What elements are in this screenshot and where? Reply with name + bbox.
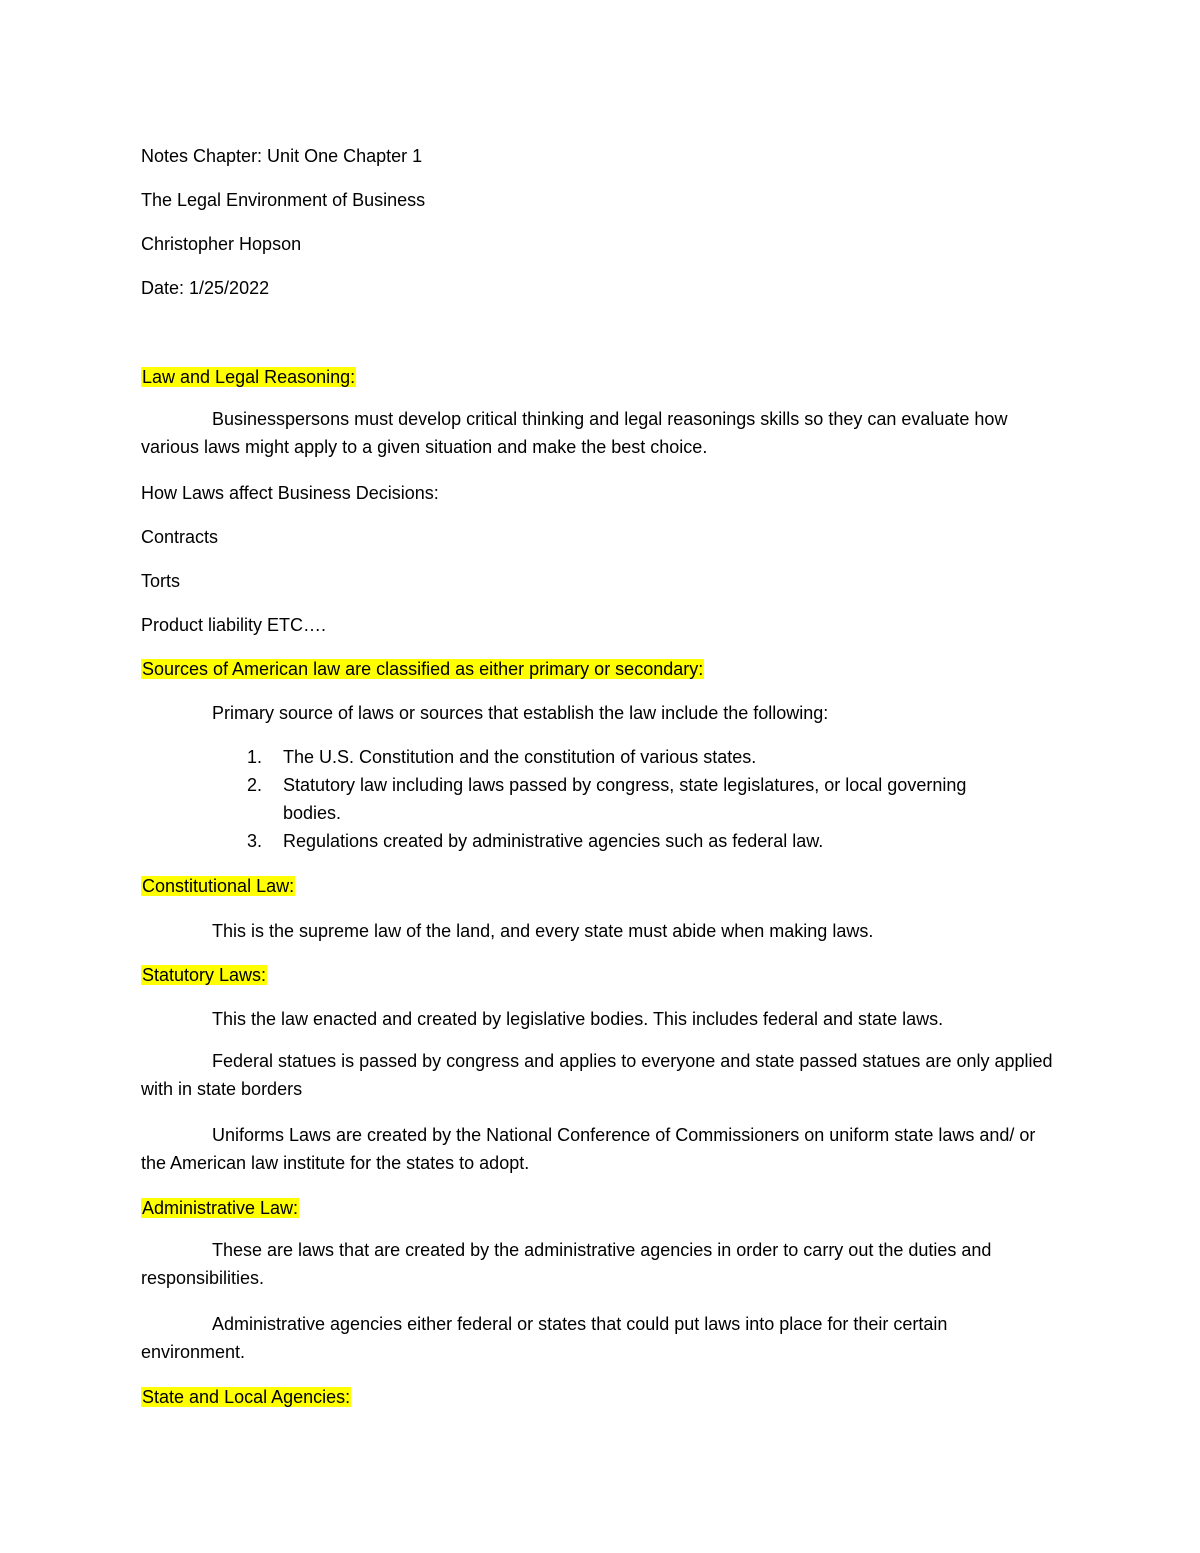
list-number: 2. xyxy=(247,775,263,795)
list-item: Torts xyxy=(141,571,181,591)
list-text: The U.S. Constitution and the constitution of various states. xyxy=(283,747,757,767)
section-heading-law-reasoning xyxy=(141,366,356,388)
highlighted-heading: Statutory Laws: xyxy=(142,965,267,985)
numbered-list-item xyxy=(247,827,983,855)
sources-intro: Primary source of laws or sources that establish the law include the following: xyxy=(212,703,829,723)
list-item: Product liability ETC…. xyxy=(141,615,327,635)
highlighted-heading: State and Local Agencies: xyxy=(142,1387,351,1407)
highlighted-heading: Sources of American law are classified as either primary or secondary: xyxy=(142,659,704,679)
law-reasoning-paragraph: Businesspersons must develop critical thinking and legal reasonings skills so they can evaluate how various laws might apply to a given situation and make the best choice. xyxy=(141,409,1008,457)
administrative-paragraph-1: These are laws that are created by the administrative agencies in order to carry out the duties and responsibilities. xyxy=(141,1240,992,1288)
list-item: Contracts xyxy=(141,527,219,547)
author-name: Christopher Hopson xyxy=(141,234,302,254)
highlighted-heading: Law and Legal Reasoning: xyxy=(142,367,356,387)
constitutional-paragraph: This is the supreme law of the land, and every state must abide when making laws. xyxy=(212,921,874,941)
date-line: Date: 1/25/2022 xyxy=(141,278,270,298)
highlighted-heading: Constitutional Law: xyxy=(142,876,295,896)
list-text: Regulations created by administrative agencies such as federal law. xyxy=(283,831,824,851)
administrative-paragraph-2: Administrative agencies either federal or states that could put laws into place for their certain environment. xyxy=(141,1314,948,1362)
business-decisions-heading: How Laws affect Business Decisions: xyxy=(141,483,439,503)
numbered-list-item xyxy=(247,743,983,771)
statutory-paragraph-1: This the law enacted and created by legislative bodies. This includes federal and state laws. xyxy=(212,1009,944,1029)
notes-chapter-line: Notes Chapter: Unit One Chapter 1 xyxy=(141,146,423,166)
list-text: Statutory law including laws passed by congress, state legislatures, or local governing bodies. xyxy=(283,775,967,823)
statutory-paragraph-2: Federal statues is passed by congress and applies to everyone and state passed statues are only applied with in state borders xyxy=(141,1051,1053,1099)
course-title: The Legal Environment of Business xyxy=(141,190,426,210)
section-heading-state-local xyxy=(141,1386,351,1408)
section-heading-statutory xyxy=(141,964,267,986)
statutory-paragraph-3: Uniforms Laws are created by the National Conference of Commissioners on uniform state laws and/ or the American law institute for the states to adopt. xyxy=(141,1125,1036,1173)
list-number: 3. xyxy=(247,831,263,851)
section-heading-constitutional xyxy=(141,875,295,897)
section-heading-administrative xyxy=(141,1197,299,1219)
section-heading-sources xyxy=(141,658,704,680)
highlighted-heading: Administrative Law: xyxy=(142,1198,299,1218)
list-number: 1. xyxy=(247,747,263,767)
numbered-list-item xyxy=(247,771,983,827)
